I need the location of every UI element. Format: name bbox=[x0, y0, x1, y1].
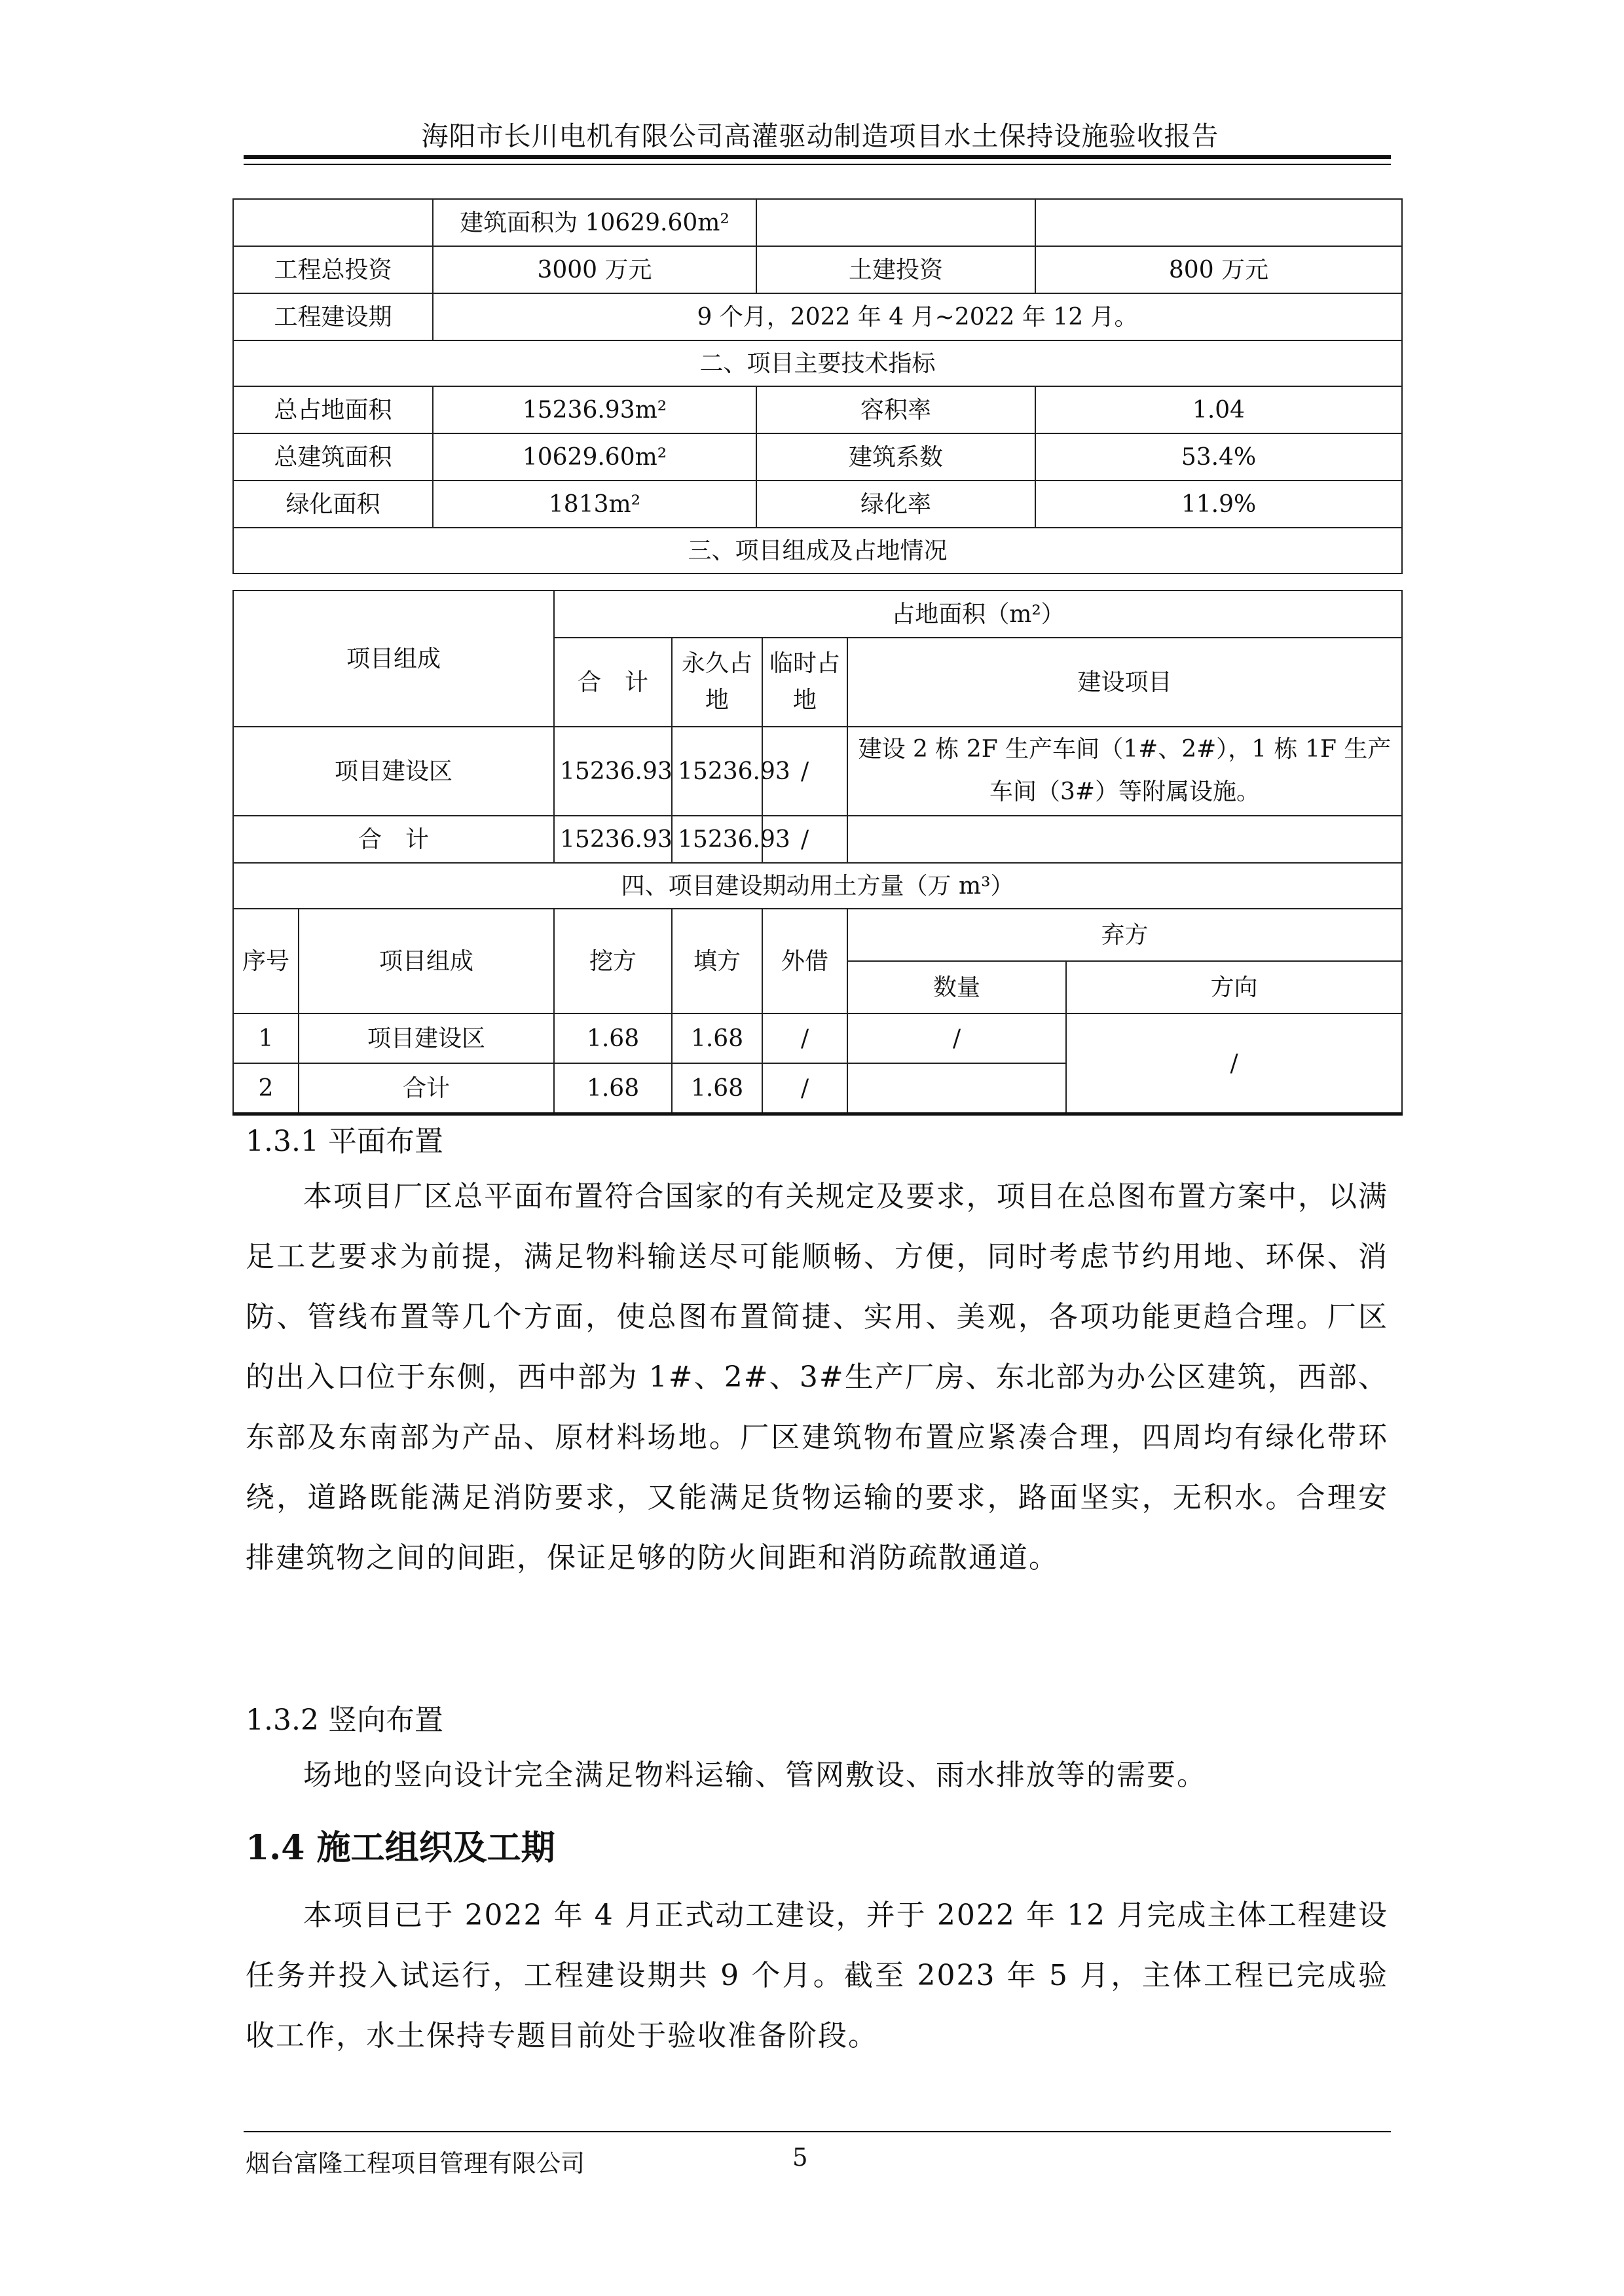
table-row bbox=[233, 199, 1402, 246]
paragraph-1-3-2: 场地的竖向设计完全满足物料运输、管网敷设、雨水排放等的需要。 bbox=[303, 1758, 1207, 1792]
table-row: 绿化面积 1813m² 绿化率 11.9% bbox=[233, 481, 1402, 528]
section-heading-1-3-1: 1.3.1 平面布置 bbox=[246, 1125, 443, 1158]
section-title: 三、项目组成及占地情况 bbox=[233, 528, 1402, 574]
col-header-total: 合 计 bbox=[554, 638, 672, 727]
page-header-title: 海阳市长川电机有限公司高灌驱动制造项目水土保持设施验收报告 bbox=[421, 120, 1219, 152]
table-row: 项目建设区 15236.93 15236.93 / 建设 2 栋 2F 生产车间（1#、2#），1 栋 1F 生产车间（3#）等附属设施。 bbox=[233, 727, 1402, 816]
col-header-project: 建设项目 bbox=[847, 638, 1402, 727]
footer-rule bbox=[244, 2131, 1391, 2132]
table-row: 总建筑面积 10629.60m² 建筑系数 53.4% bbox=[233, 433, 1402, 481]
paragraph-1-4: 本项目已于 2022 年 4 月正式动工建设，并于 2022 年 12 月完成主体工程建设任务并投入试运行，工程建设期共 9 个月。截至 2023 年 5 月，主体工程已完成验收工作，水土保持专题目前处于验收准备阶段。 bbox=[246, 1899, 1388, 2052]
paragraph-1-3-1: 本项目厂区总平面布置符合国家的有关规定及要求，项目在总图布置方案中，以满足工艺要求为前提，满足物料输送尽可能顺畅、方便，同时考虑节约用地、环保、消防、管线布置等几个方面，使总图布置简捷、实用、美观，各项功能更趋合理。厂区的出入口位于东侧，西中部为 1#、2#、3#生产厂房、东北部为办公区建筑，西部、东部及东南部为产品、原材料场地。厂区建筑物布置应紧凑合理，四周均有绿化带环绕，道路既能满足消防要求，又能满足货物运输的要求，路面坚实，无积水。合理安排建筑物之间的间距，保证足够的防火间距和消防疏散通道。 bbox=[246, 1180, 1388, 1575]
land-earthwork-table bbox=[232, 590, 1403, 1116]
section-title: 二、项目主要技术指标 bbox=[233, 340, 1402, 386]
building-area-cell: 建筑面积为 10629.60m² bbox=[433, 199, 756, 246]
table-row bbox=[233, 591, 1402, 638]
area-header: 占地面积（m²） bbox=[554, 591, 1402, 638]
header-rule-thin bbox=[244, 164, 1391, 165]
header-rule-thick bbox=[244, 155, 1391, 159]
section-heading-1-3-2: 1.3.2 竖向布置 bbox=[246, 1704, 443, 1737]
table-row: 总占地面积 15236.93m² 容积率 1.04 bbox=[233, 386, 1402, 433]
table-row: 2 合计 1.68 1.68 / bbox=[233, 1063, 1402, 1114]
col-header-group: 项目组成 bbox=[233, 591, 554, 727]
section-row bbox=[233, 528, 1402, 574]
section-row bbox=[233, 340, 1402, 386]
table-row: 合 计 15236.93 15236.93 / bbox=[233, 816, 1402, 863]
section-title: 四、项目建设期动用土方量（万 m³） bbox=[233, 863, 1402, 909]
table-row: 序号 项目组成 挖方 填方 外借 弃方 bbox=[233, 909, 1402, 961]
table-row: 工程总投资 3000 万元 土建投资 800 万元 bbox=[233, 246, 1402, 293]
table-row: 工程建设期 9 个月，2022 年 4 月~2022 年 12 月。 bbox=[233, 293, 1402, 340]
footer-company: 烟台富隆工程项目管理有限公司 bbox=[246, 2149, 585, 2178]
section-heading-1-4: 1.4 施工组织及工期 bbox=[246, 1828, 555, 1868]
table-row: 1 项目建设区 1.68 1.68 / / / bbox=[233, 1013, 1402, 1063]
col-header-permanent: 永久占地 bbox=[672, 638, 762, 727]
page-number: 5 bbox=[792, 2143, 808, 2172]
direction-value: / bbox=[1066, 1013, 1402, 1114]
project-overview-table bbox=[232, 198, 1403, 574]
table-row: 数量 方向 bbox=[233, 961, 1402, 1013]
section-row bbox=[233, 863, 1402, 909]
col-header-temporary: 临时占地 bbox=[762, 638, 847, 727]
